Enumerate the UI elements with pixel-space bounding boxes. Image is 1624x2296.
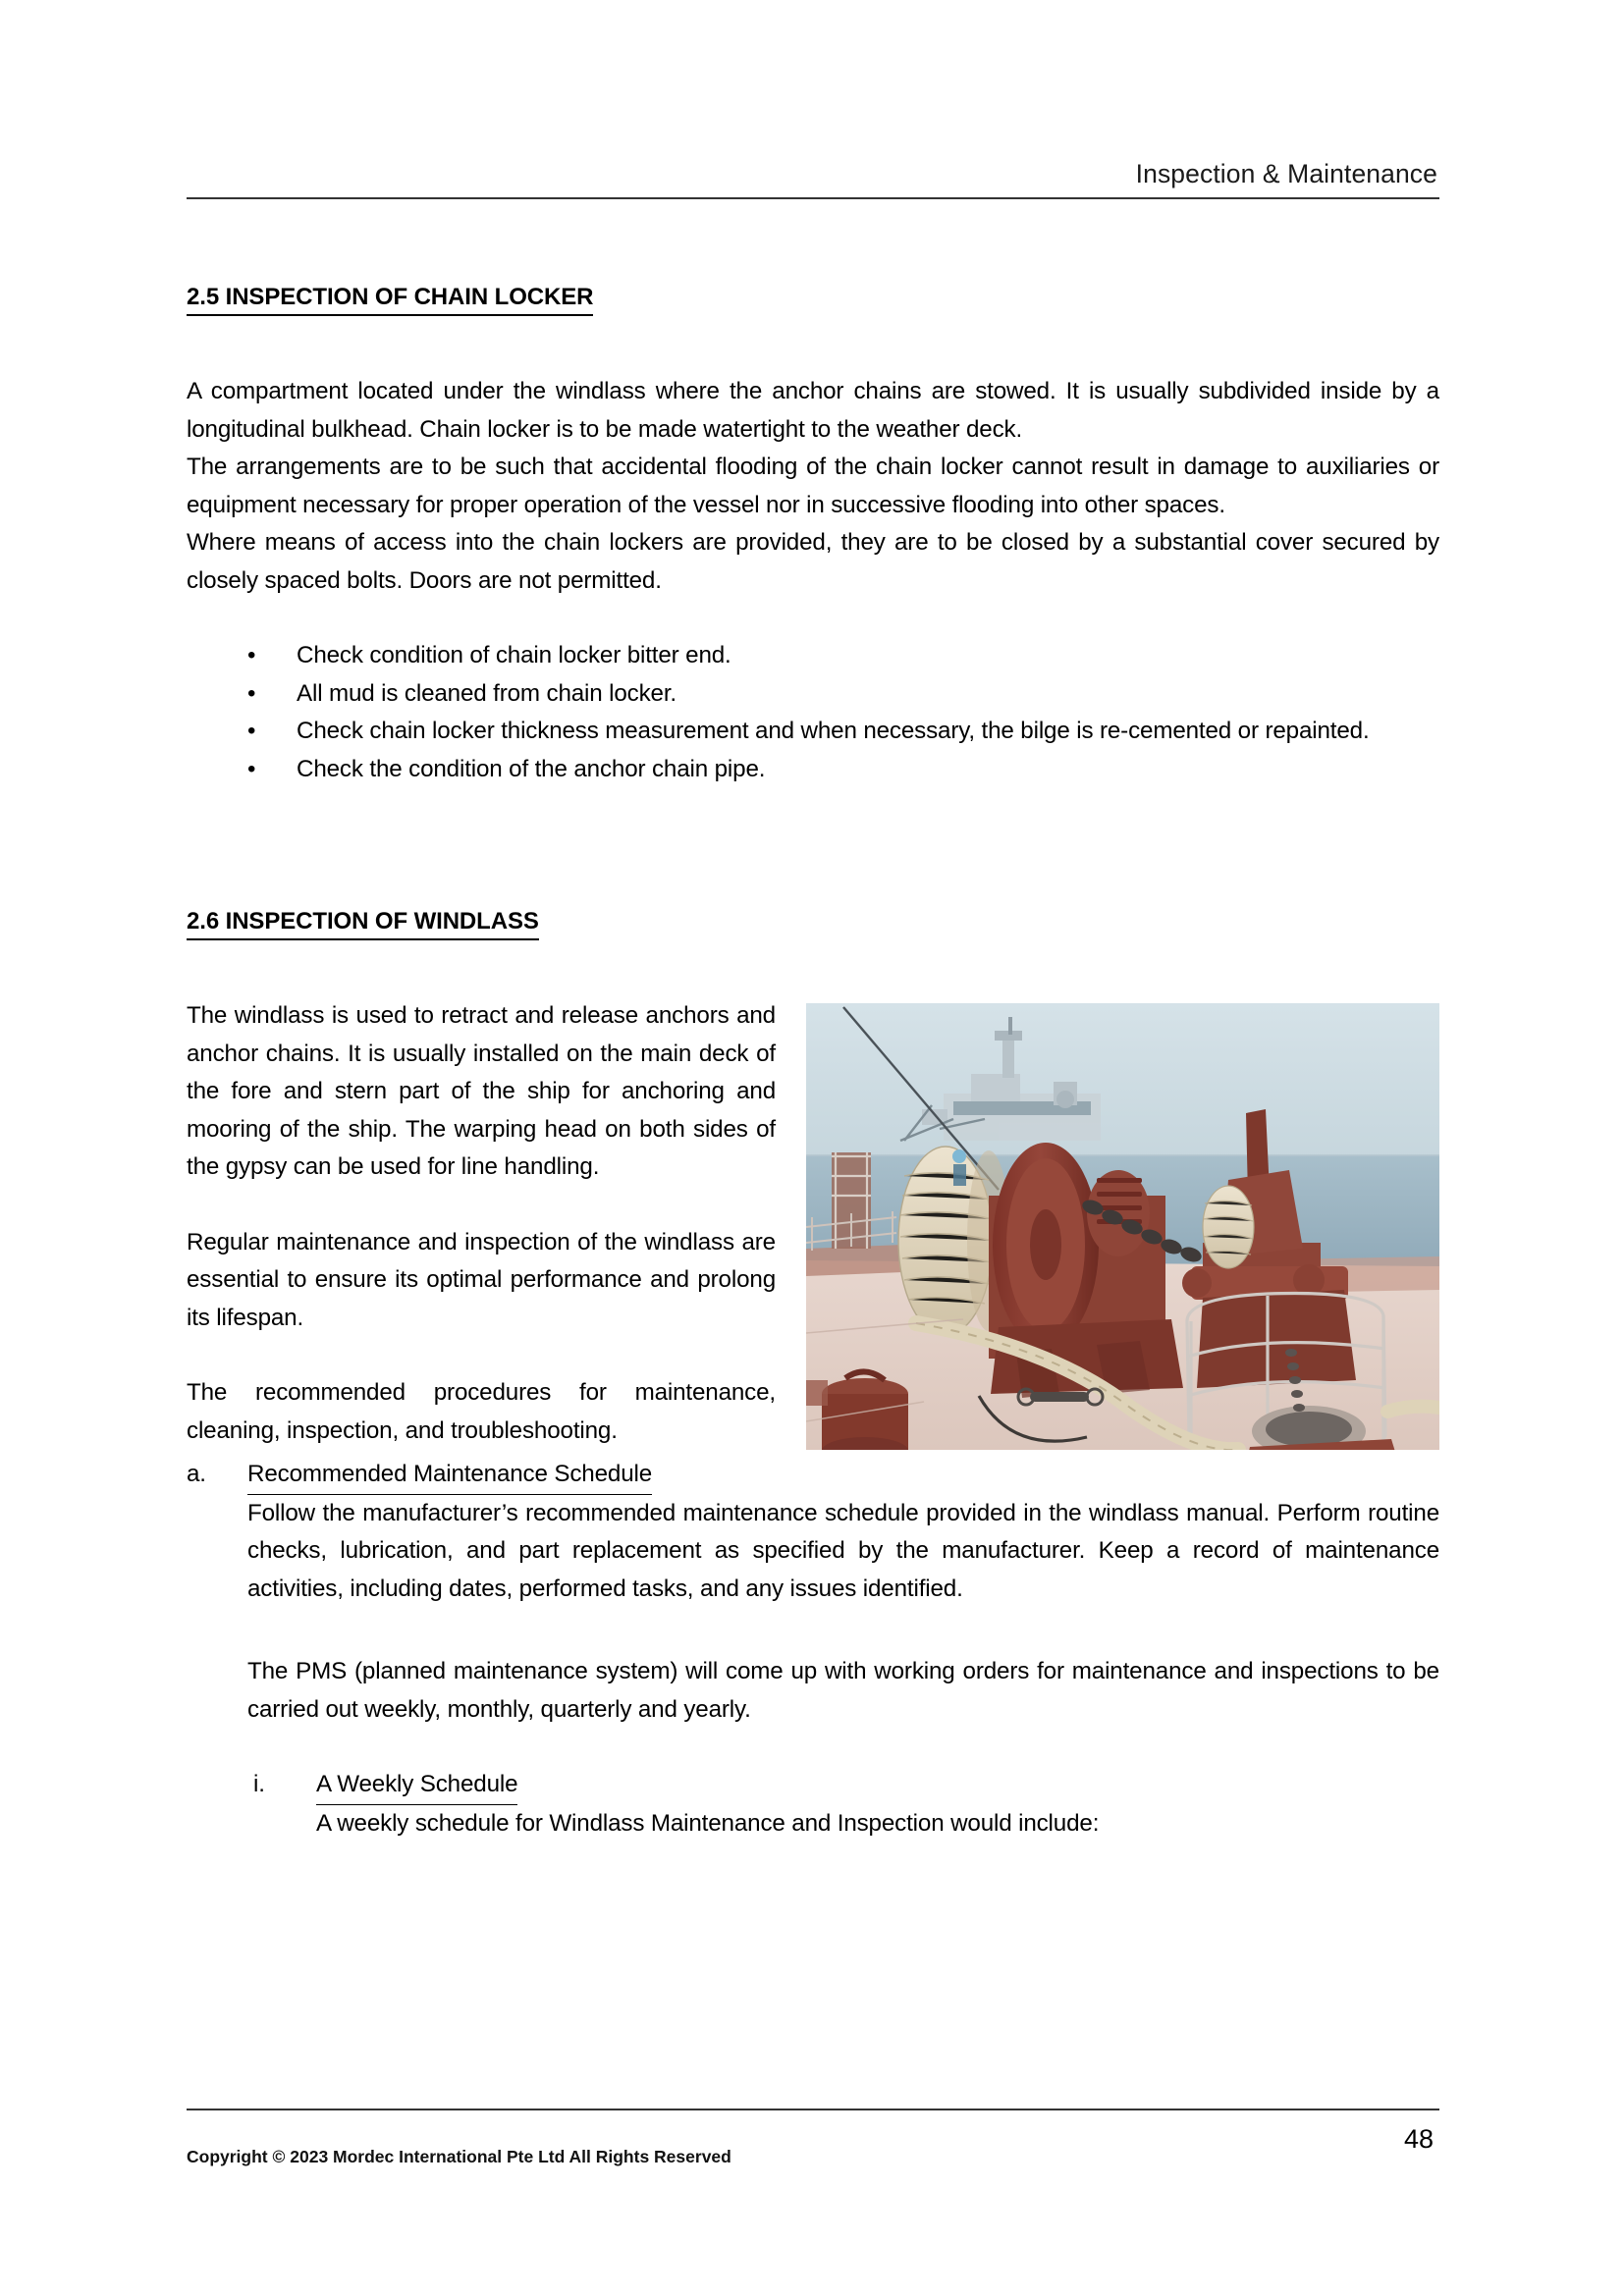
windlass-paragraph-2: Regular maintenance and inspection of the windlass are essential to ensure its optimal performance and prolong its lifespan. xyxy=(187,1228,776,1331)
list-item-a xyxy=(187,1456,1439,1495)
chain-locker-bullet-list xyxy=(187,637,1439,788)
page-footer xyxy=(187,2109,1439,2169)
list-item xyxy=(187,637,1439,675)
chain-locker-paragraph-1: A compartment located under the windlass where the anchor chains are stowed. It is usually subdivided inside by a longitudinal bulkhead. Chain locker is to be made watertight to the weather deck. xyxy=(187,378,1439,443)
list-item-label: All mud is cleaned from chain locker. xyxy=(297,679,677,707)
list-item xyxy=(187,751,1439,789)
page-number: 48 xyxy=(1403,2124,1434,2154)
bullet-icon: • xyxy=(247,642,256,668)
windlass-intro-block xyxy=(187,997,1439,1456)
windlass-roman-list xyxy=(187,1766,1439,1842)
list-item-label: Check chain locker thickness measurement and when necessary, the bilge is re-cemented or repainted. xyxy=(297,718,1370,744)
header-title: Inspection & Maintenance xyxy=(1135,159,1437,188)
page-header xyxy=(187,157,1439,199)
list-item xyxy=(187,675,1439,714)
list-marker-a: a. xyxy=(187,1461,206,1487)
windlass-paragraph-3: The recommended procedures for maintenance, cleaning, inspection, and troubleshooting. xyxy=(187,1379,776,1444)
section-heading-2-6: 2.6 INSPECTION OF WINDLASS xyxy=(187,906,539,940)
footer-copyright: Copyright © 2023 Mordec International Pte Ltd All Rights Reserved xyxy=(187,2147,731,2166)
list-item-i-body: A weekly schedule for Windlass Maintenance and Inspection would include: xyxy=(316,1809,1100,1837)
windlass-column-text xyxy=(187,997,776,1450)
page-content xyxy=(187,282,1439,1842)
windlass-photo xyxy=(806,1003,1439,1450)
windlass-lettered-list xyxy=(187,1456,1439,1495)
chain-locker-paragraph-3: Where means of access into the chain lockers are provided, they are to be closed by a substantial cover secured by closely spaced bolts. Doors are not permitted. xyxy=(187,529,1439,594)
section-windlass xyxy=(187,906,1439,940)
list-item xyxy=(187,713,1439,751)
list-marker-i: i. xyxy=(253,1771,265,1797)
bullet-icon: • xyxy=(247,679,256,707)
item-a-pms-paragraph: The PMS (planned maintenance system) will come up with working orders for maintenance and inspections to be carried out weekly, monthly, quarterly and yearly. xyxy=(247,1658,1439,1723)
list-item-label: Check the condition of the anchor chain pipe. xyxy=(297,755,766,782)
list-item-i-title: A Weekly Schedule xyxy=(316,1766,517,1805)
item-a-body-paragraph: Follow the manufacturer’s recommended maintenance schedule provided in the windlass manual. Perform routine checks, lubrication, and part replacement as specified by the manufacturer. Keep a record of maintenance activities, including dates, performed tasks, and any issues identified. xyxy=(247,1499,1439,1602)
header-divider xyxy=(187,197,1439,199)
list-item-a-title: Recommended Maintenance Schedule xyxy=(247,1456,652,1495)
windlass-paragraph-1: The windlass is used to retract and release anchors and anchor chains. It is usually installed on the main deck of the fore and stern part of the ship for anchoring and mooring of the ship. The warping head on both sides of the gypsy can be used for line handling. xyxy=(187,1002,776,1180)
bullet-icon: • xyxy=(247,718,256,744)
chain-locker-paragraph-2: The arrangements are to be such that accidental flooding of the chain locker cannot result in damage to auxiliaries or equipment necessary for proper operation of the vessel nor in successive flooding into other spaces. xyxy=(187,454,1439,518)
section-chain-locker xyxy=(187,282,1439,316)
list-item-i xyxy=(247,1766,1439,1842)
list-item-label: Check condition of chain locker bitter end. xyxy=(297,642,731,668)
windlass-photo-illustration xyxy=(806,1003,1439,1450)
section-heading-2-5: 2.5 INSPECTION OF CHAIN LOCKER xyxy=(187,282,593,316)
bullet-icon: • xyxy=(247,755,256,782)
